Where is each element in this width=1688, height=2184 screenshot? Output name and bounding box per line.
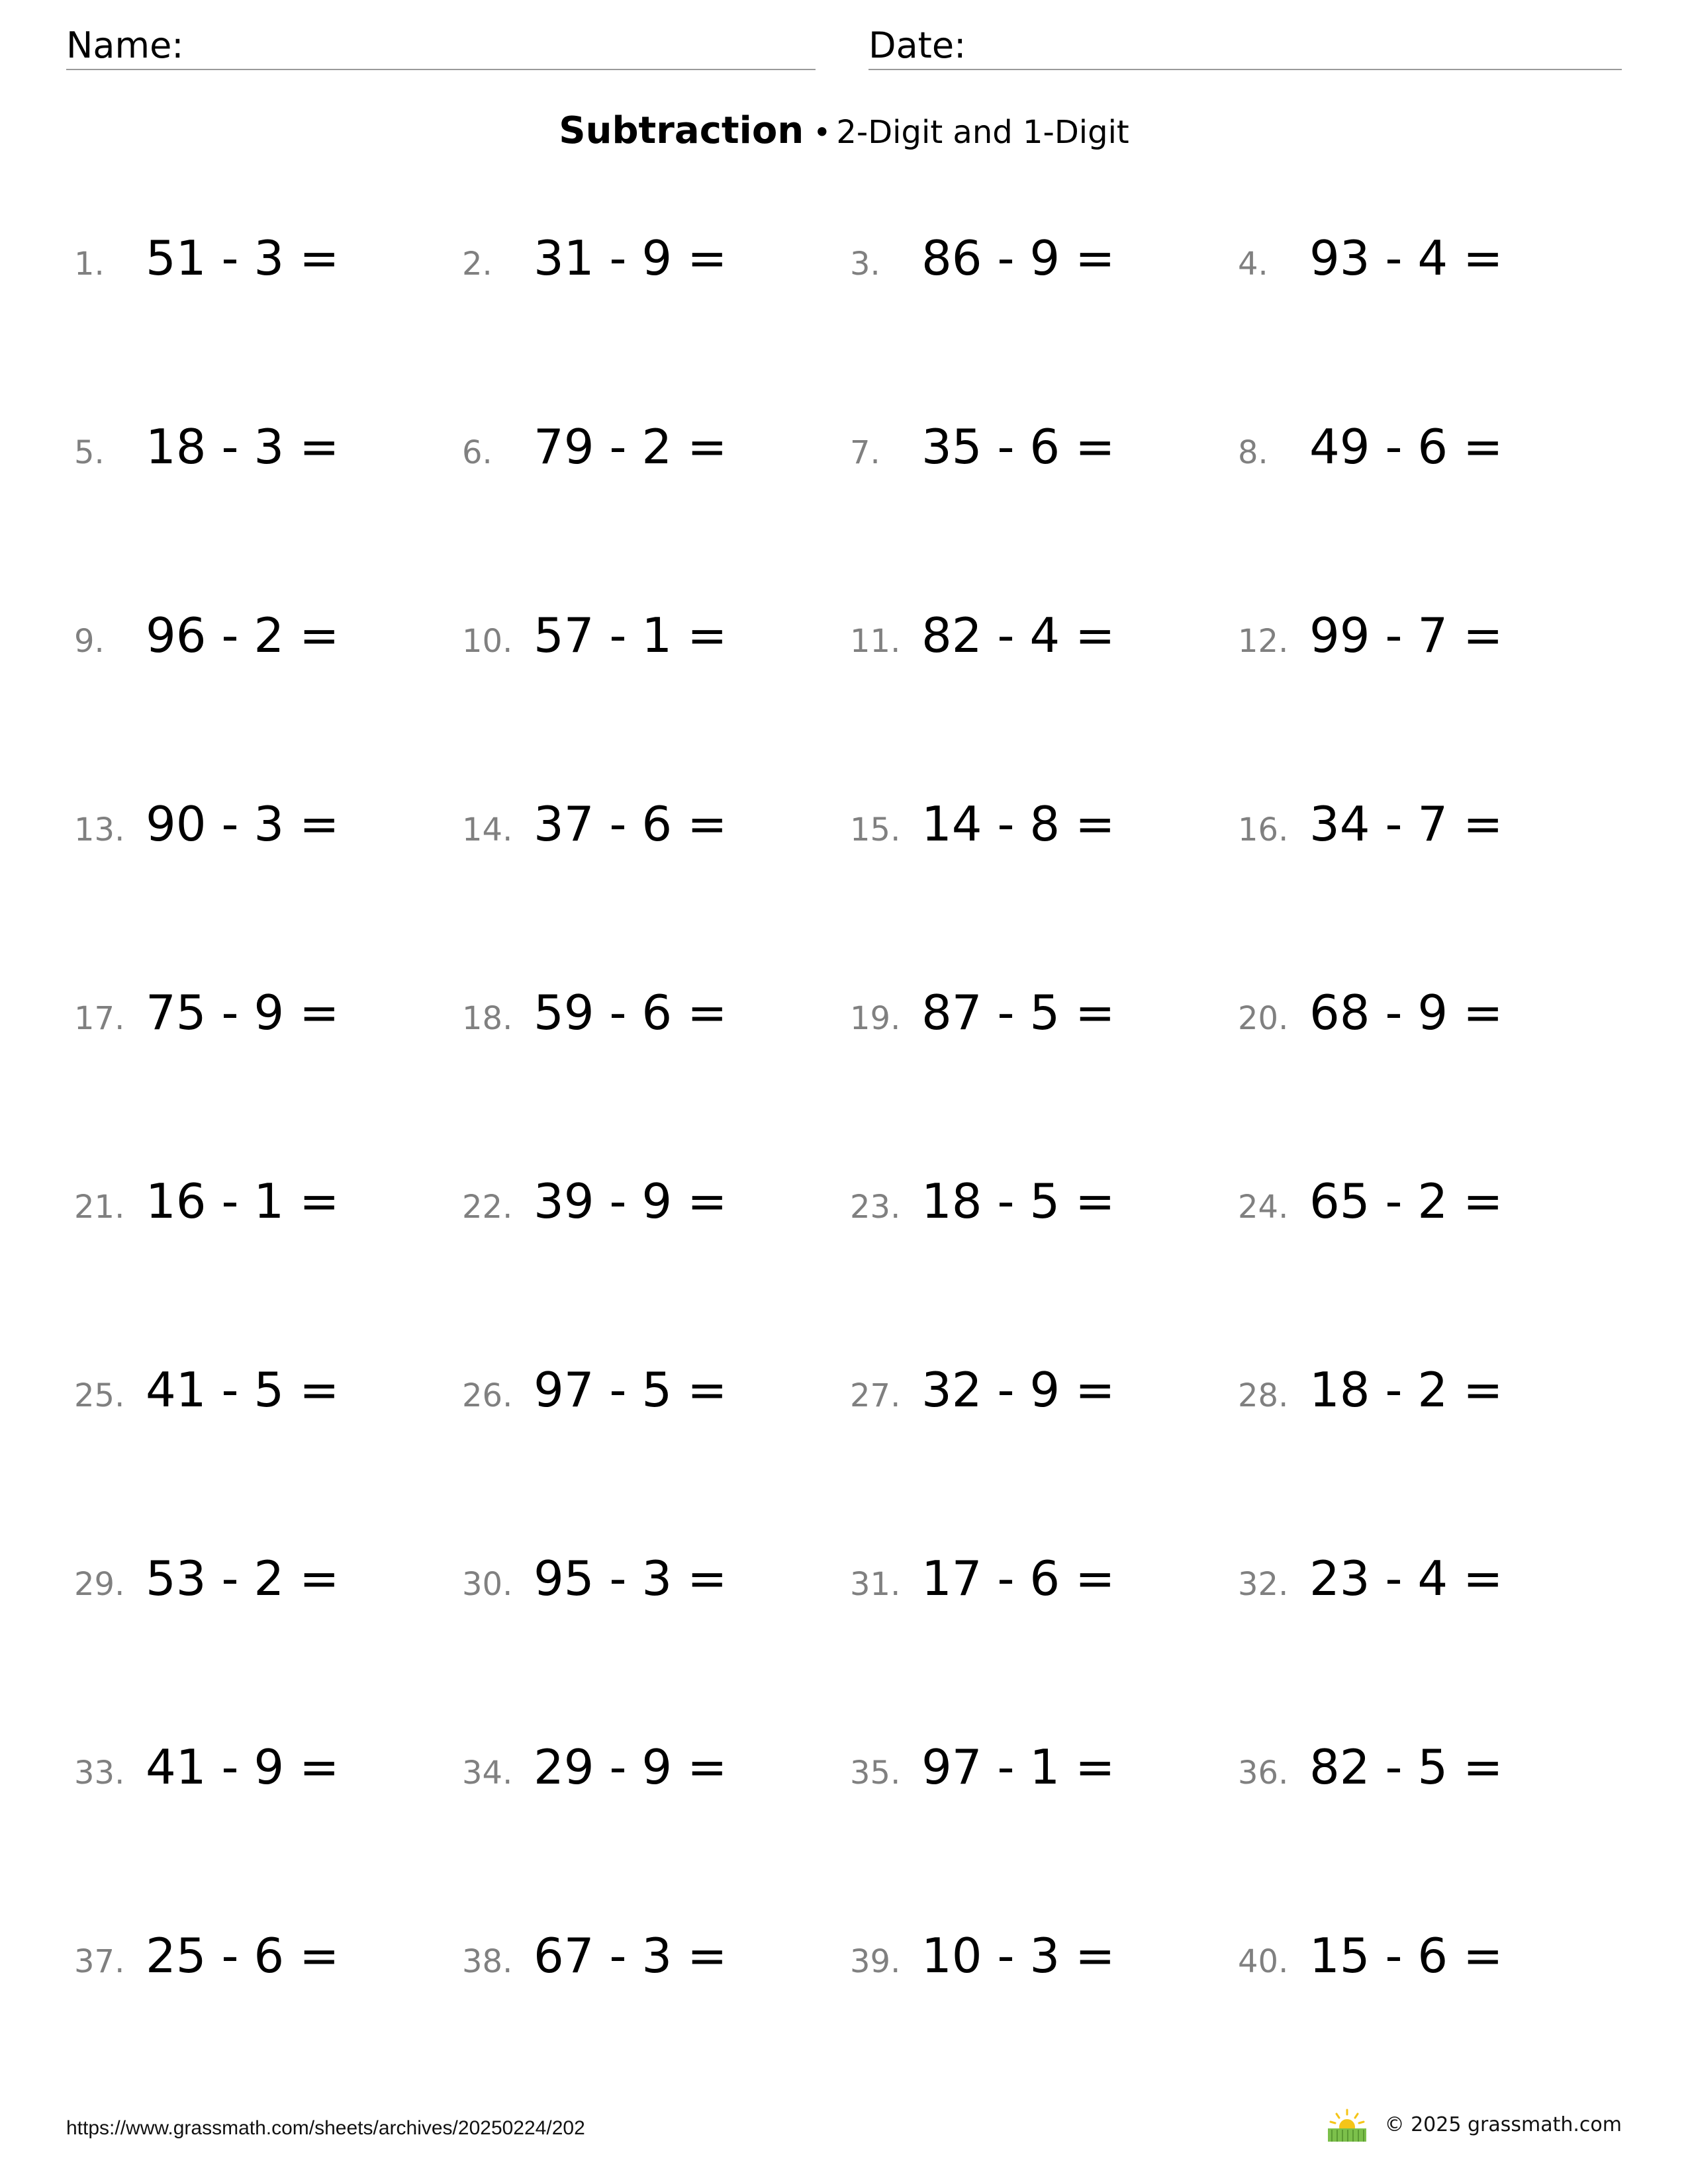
problem-item (850, 973, 1238, 1052)
problem-expression: 32 - 9 = (921, 1362, 1115, 1418)
problem-expression: 10 - 3 = (921, 1928, 1115, 1983)
problem-expression: 41 - 5 = (146, 1362, 340, 1418)
problem-expression: 18 - 5 = (921, 1173, 1115, 1229)
problem-number: 25. (74, 1377, 125, 1414)
problem-item (462, 784, 850, 864)
title-main: Subtraction (559, 109, 804, 152)
problem-number: 10. (462, 623, 513, 660)
problem-item (850, 596, 1238, 675)
problem-expression: 31 - 9 = (534, 230, 727, 286)
problem-number: 12. (1238, 623, 1289, 660)
problem-expression: 53 - 2 = (146, 1551, 340, 1606)
date-field[interactable] (868, 24, 1622, 70)
problem-number: 34. (462, 1754, 513, 1792)
name-field[interactable] (66, 24, 816, 70)
problem-item (74, 1350, 462, 1430)
problem-expression: 79 - 2 = (534, 419, 727, 475)
problem-item (74, 218, 462, 298)
problem-number: 11. (850, 623, 901, 660)
problem-number: 39. (850, 1943, 901, 1980)
problem-item (1238, 596, 1626, 675)
problem-item (1238, 1727, 1626, 1807)
problem-expression: 37 - 6 = (534, 796, 727, 852)
problem-item (74, 1539, 462, 1618)
problem-number: 5. (74, 434, 105, 471)
problem-item (74, 784, 462, 864)
problem-item (850, 407, 1238, 486)
problem-item (74, 1916, 462, 1995)
problem-item (462, 407, 850, 486)
problem-expression: 65 - 2 = (1309, 1173, 1503, 1229)
problem-expression: 35 - 6 = (921, 419, 1115, 475)
problem-expression: 57 - 1 = (534, 608, 727, 663)
problem-item (1238, 407, 1626, 486)
problem-item (74, 1161, 462, 1241)
problem-number: 29. (74, 1566, 125, 1603)
problem-number: 9. (74, 623, 105, 660)
problem-item (462, 1350, 850, 1430)
copyright-text: © 2025 grassmath.com (1384, 2113, 1622, 2136)
problem-number: 20. (1238, 1000, 1289, 1037)
problem-expression: 49 - 6 = (1309, 419, 1503, 475)
problem-expression: 18 - 2 = (1309, 1362, 1503, 1418)
problem-number: 6. (462, 434, 492, 471)
problem-expression: 93 - 4 = (1309, 230, 1503, 286)
title-separator: • (813, 114, 831, 150)
problem-item (1238, 1350, 1626, 1430)
problem-item (462, 596, 850, 675)
problem-item (462, 1539, 850, 1618)
grass-sun-logo-icon (1324, 2109, 1370, 2142)
problem-number: 19. (850, 1000, 901, 1037)
problem-item (1238, 1916, 1626, 1995)
problem-item (462, 218, 850, 298)
footer-branding (1324, 2109, 1622, 2142)
problem-expression: 90 - 3 = (146, 796, 340, 852)
problem-expression: 99 - 7 = (1309, 608, 1503, 663)
problem-number: 17. (74, 1000, 125, 1037)
problem-number: 33. (74, 1754, 125, 1792)
problem-expression: 82 - 4 = (921, 608, 1115, 663)
footer-url: https://www.grassmath.com/sheets/archives/20250224/202 (66, 2117, 585, 2139)
problem-number: 23. (850, 1189, 901, 1226)
problem-expression: 29 - 9 = (534, 1739, 727, 1795)
problem-number: 2. (462, 246, 492, 283)
problem-number: 15. (850, 811, 901, 848)
problem-number: 37. (74, 1943, 125, 1980)
problem-expression: 34 - 7 = (1309, 796, 1503, 852)
problem-number: 22. (462, 1189, 513, 1226)
problem-expression: 39 - 9 = (534, 1173, 727, 1229)
problem-item (850, 1350, 1238, 1430)
problem-item (850, 784, 1238, 864)
problem-number: 36. (1238, 1754, 1289, 1792)
problem-number: 13. (74, 811, 125, 848)
problem-expression: 17 - 6 = (921, 1551, 1115, 1606)
problem-expression: 86 - 9 = (921, 230, 1115, 286)
problem-item (74, 1727, 462, 1807)
problem-item (1238, 218, 1626, 298)
problem-number: 8. (1238, 434, 1268, 471)
problem-item (1238, 973, 1626, 1052)
problem-number: 28. (1238, 1377, 1289, 1414)
problem-item (850, 1727, 1238, 1807)
problem-number: 7. (850, 434, 880, 471)
problem-item (850, 1161, 1238, 1241)
problem-expression: 75 - 9 = (146, 985, 340, 1040)
problem-number: 30. (462, 1566, 513, 1603)
title-subtitle: 2-Digit and 1-Digit (836, 114, 1129, 151)
problem-expression: 87 - 5 = (921, 985, 1115, 1040)
problem-item (1238, 784, 1626, 864)
name-label: Name: (66, 24, 184, 66)
problem-number: 18. (462, 1000, 513, 1037)
problem-expression: 95 - 3 = (534, 1551, 727, 1606)
problem-number: 21. (74, 1189, 125, 1226)
problem-expression: 97 - 5 = (534, 1362, 727, 1418)
problem-expression: 51 - 3 = (146, 230, 340, 286)
problem-number: 38. (462, 1943, 513, 1980)
problem-number: 32. (1238, 1566, 1289, 1603)
problem-item (462, 1916, 850, 1995)
problem-expression: 15 - 6 = (1309, 1928, 1503, 1983)
problem-item (462, 1161, 850, 1241)
problem-item (1238, 1539, 1626, 1618)
problem-item (74, 973, 462, 1052)
problem-expression: 97 - 1 = (921, 1739, 1115, 1795)
problem-expression: 96 - 2 = (146, 608, 340, 663)
problem-number: 35. (850, 1754, 901, 1792)
problem-number: 16. (1238, 811, 1289, 848)
problem-item (850, 1916, 1238, 1995)
problem-number: 14. (462, 811, 513, 848)
problem-expression: 82 - 5 = (1309, 1739, 1503, 1795)
problem-item (850, 1539, 1238, 1618)
problem-expression: 67 - 3 = (534, 1928, 727, 1983)
worksheet-header (66, 24, 1622, 70)
problem-item (462, 1727, 850, 1807)
problem-item (850, 218, 1238, 298)
problem-item (1238, 1161, 1626, 1241)
problem-expression: 25 - 6 = (146, 1928, 340, 1983)
problem-expression: 59 - 6 = (534, 985, 727, 1040)
problem-number: 4. (1238, 246, 1268, 283)
problem-expression: 14 - 8 = (921, 796, 1115, 852)
problem-item (462, 973, 850, 1052)
problem-expression: 68 - 9 = (1309, 985, 1503, 1040)
problem-expression: 41 - 9 = (146, 1739, 340, 1795)
problem-number: 26. (462, 1377, 513, 1414)
problem-number: 40. (1238, 1943, 1289, 1980)
problem-number: 27. (850, 1377, 901, 1414)
problem-number: 31. (850, 1566, 901, 1603)
date-label: Date: (868, 24, 966, 66)
problem-item (74, 407, 462, 486)
problem-number: 24. (1238, 1189, 1289, 1226)
problem-item (74, 596, 462, 675)
problem-expression: 16 - 1 = (146, 1173, 340, 1229)
problem-number: 1. (74, 246, 105, 283)
problem-grid (74, 218, 1623, 2105)
problem-expression: 23 - 4 = (1309, 1551, 1503, 1606)
problem-expression: 18 - 3 = (146, 419, 340, 475)
problem-number: 3. (850, 246, 880, 283)
worksheet-title (0, 105, 1688, 159)
